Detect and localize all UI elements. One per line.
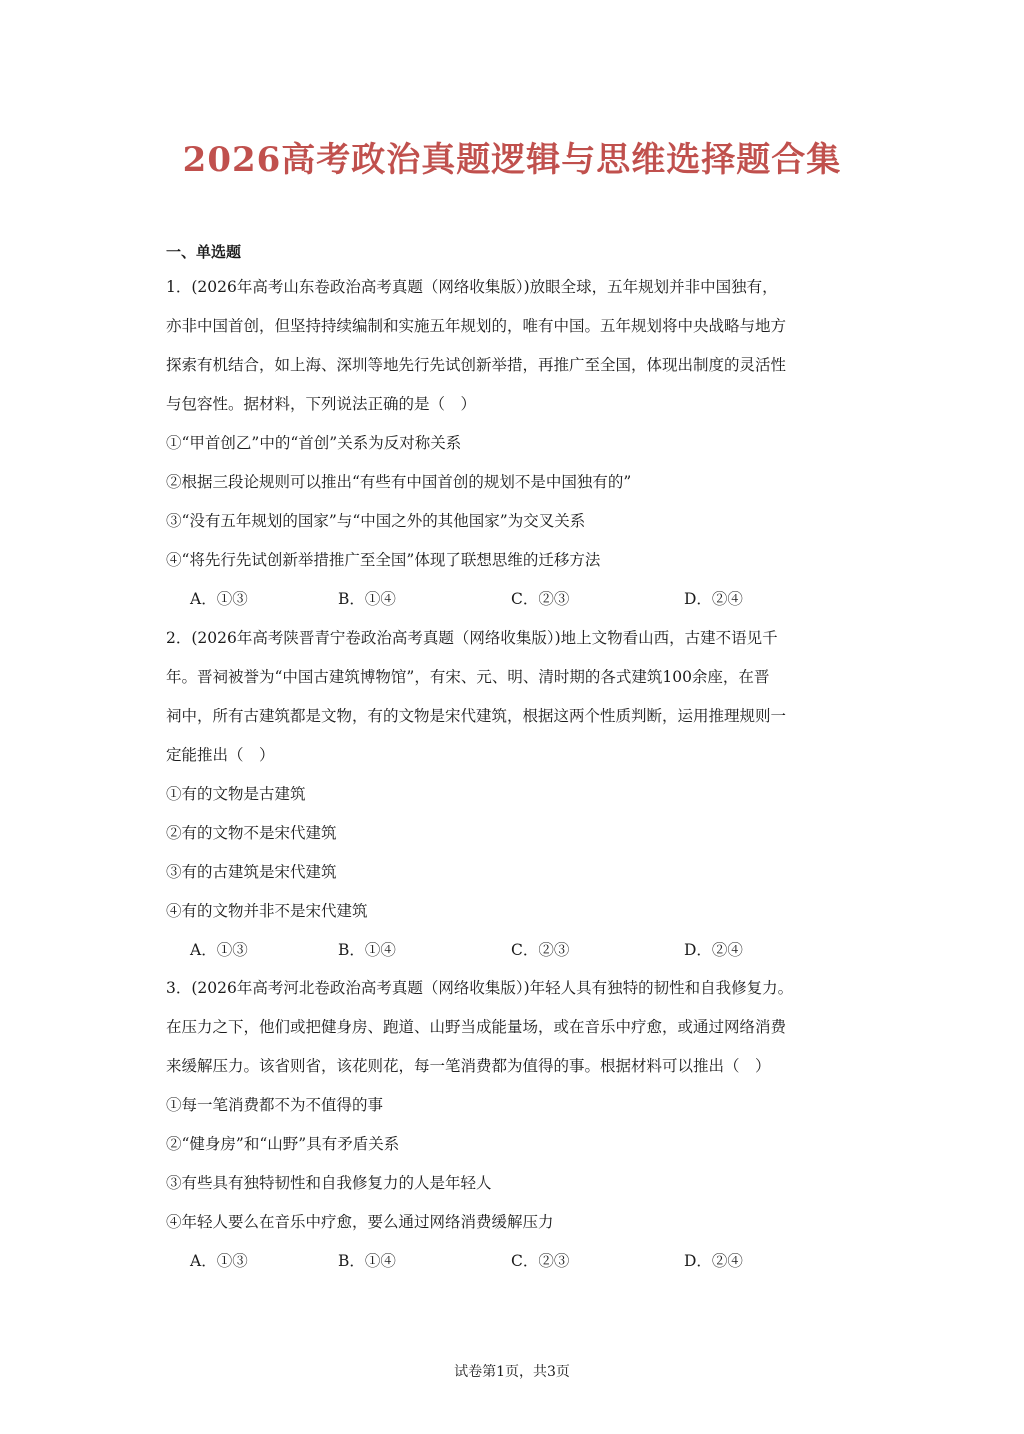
- question-text-line: 探索有机结合，如上海、深圳等地先行先试创新举措，再推广至全国，体现出制度的灵活性: [166, 356, 787, 374]
- statement: ①“甲首创乙”中的“首创”关系为反对称关系: [166, 434, 462, 452]
- option-b: B．①④: [338, 941, 396, 959]
- statement: ①有的文物是古建筑: [166, 785, 306, 803]
- answer-options: [166, 580, 866, 619]
- option-c: C．②③: [511, 941, 570, 959]
- option-c: C．②③: [511, 590, 570, 608]
- option-b: B．①④: [338, 1252, 396, 1270]
- option-a: A．①③: [190, 941, 248, 959]
- option-d: D．②④: [684, 1252, 743, 1270]
- option-d: D．②④: [684, 590, 743, 608]
- document-title: 2026高考政治真题逻辑与思维选择题合集: [182, 140, 842, 180]
- statement: ③有些具有独特韧性和自我修复力的人是年轻人: [166, 1174, 492, 1192]
- option-a: A．①③: [190, 1252, 248, 1270]
- statement: ④年轻人要么在音乐中疗愈，要么通过网络消费缓解压力: [166, 1213, 554, 1231]
- option-c: C．②③: [511, 1252, 570, 1270]
- question-text-line: 1．(2026年高考山东卷政治高考真题（网络收集版）)放眼全球，五年规划并非中国独有，: [166, 278, 778, 296]
- answer-options: [166, 931, 866, 970]
- question-text-line: 3．(2026年高考河北卷政治高考真题（网络收集版）)年轻人具有独特的韧性和自我修复力。: [166, 979, 794, 997]
- answer-options: [166, 1242, 866, 1281]
- question-text-line: 在压力之下，他们或把健身房、跑道、山野当成能量场，或在音乐中疗愈，或通过网络消费: [166, 1018, 787, 1036]
- option-d: D．②④: [684, 941, 743, 959]
- question-text-line: 亦非中国首创，但坚持持续编制和实施五年规划的，唯有中国。五年规划将中央战略与地方: [166, 317, 787, 335]
- statement: ②根据三段论规则可以推出“有些有中国首创的规划不是中国独有的”: [166, 473, 632, 491]
- question-text-line: 祠中，所有古建筑都是文物，有的文物是宋代建筑，根据这两个性质判断，运用推理规则一: [166, 707, 787, 725]
- question-text-line: 来缓解压力。该省则省，该花则花，每一笔消费都为值得的事。根据材料可以推出（ ）: [166, 1057, 771, 1075]
- question-1: [166, 268, 866, 619]
- statement: ③有的古建筑是宋代建筑: [166, 863, 337, 881]
- question-text-line: 定能推出（ ）: [166, 746, 275, 764]
- option-b: B．①④: [338, 590, 396, 608]
- question-text-line: 年。晋祠被誉为“中国古建筑博物馆”，有宋、元、明、清时期的各式建筑100余座，在晋: [166, 668, 770, 686]
- statement: ②有的文物不是宋代建筑: [166, 824, 337, 842]
- question-3: [166, 969, 866, 1281]
- section-heading: 一、单选题: [166, 243, 242, 261]
- statement: ④有的文物并非不是宋代建筑: [166, 902, 368, 920]
- statement: ③“没有五年规划的国家”与“中国之外的其他国家”为交叉关系: [166, 512, 586, 530]
- question-text-line: 2．(2026年高考陕晋青宁卷政治高考真题（网络收集版）)地上文物看山西，古建不语见千: [166, 629, 778, 647]
- statement: ①每一笔消费都不为不值得的事: [166, 1096, 384, 1114]
- option-a: A．①③: [190, 590, 248, 608]
- question-2: [166, 619, 866, 970]
- statement: ④“将先行先试创新举措推广至全国”体现了联想思维的迁移方法: [166, 551, 601, 569]
- statement: ②“健身房”和“山野”具有矛盾关系: [166, 1135, 400, 1153]
- question-text-line: 与包容性。据材料，下列说法正确的是（ ）: [166, 395, 477, 413]
- page-footer: 试卷第1页，共3页: [454, 1364, 570, 1380]
